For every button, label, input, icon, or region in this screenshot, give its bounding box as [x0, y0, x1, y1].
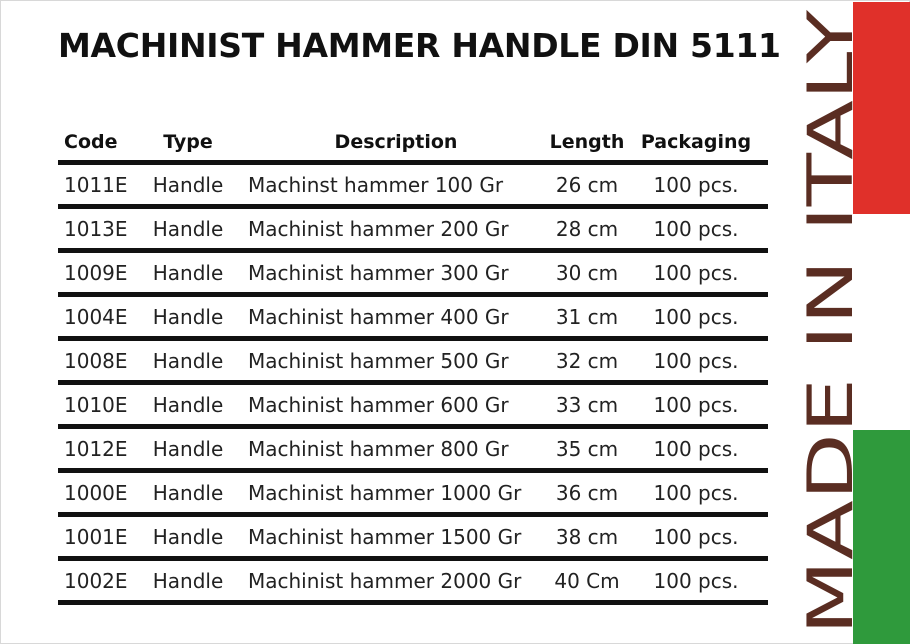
cell-length: 40 Cm [554, 568, 620, 593]
cell-description: Machinist hammer 300 Gr [248, 260, 509, 285]
cell-packaging: 100 pcs. [653, 172, 739, 197]
header-description: Description [334, 131, 458, 153]
cell-description: Machinist hammer 1000 Gr [248, 480, 522, 505]
cell-type: Handle [152, 260, 224, 285]
cell-type: Handle [152, 480, 224, 505]
cell-length: 26 cm [555, 172, 619, 197]
cell-packaging: 100 pcs. [653, 348, 739, 373]
cell-type: Handle [152, 216, 224, 241]
cell-description: Machinist hammer 2000 Gr [248, 568, 522, 593]
cell-description: Machinist hammer 1500 Gr [248, 524, 522, 549]
cell-description: Machinist hammer 500 Gr [248, 348, 509, 373]
cell-description: Machinst hammer 100 Gr [248, 172, 504, 197]
cell-type: Handle [152, 392, 224, 417]
made-in-italy-text: MADE IN ITALY [794, 190, 867, 635]
header-code: Code [64, 131, 118, 153]
header-length: Length [549, 131, 625, 153]
cell-length: 33 cm [555, 392, 619, 417]
cell-length: 28 cm [555, 216, 619, 241]
cell-packaging: 100 pcs. [653, 480, 739, 505]
cell-code: 1004E [64, 304, 128, 329]
header-type: Type [163, 131, 213, 153]
page-title: MACHINIST HAMMER HANDLE DIN 5111 [58, 26, 781, 65]
cell-length: 36 cm [555, 480, 619, 505]
cell-description: Machinist hammer 400 Gr [248, 304, 509, 329]
cell-length: 32 cm [555, 348, 619, 373]
cell-code: 1002E [64, 568, 128, 593]
cell-code: 1008E [64, 348, 128, 373]
cell-type: Handle [152, 304, 224, 329]
cell-packaging: 100 pcs. [653, 436, 739, 461]
cell-packaging: 100 pcs. [653, 392, 739, 417]
cell-length: 30 cm [555, 260, 619, 285]
cell-type: Handle [152, 568, 224, 593]
cell-type: Handle [152, 524, 224, 549]
cell-code: 1009E [64, 260, 128, 285]
cell-packaging: 100 pcs. [653, 568, 739, 593]
cell-type: Handle [152, 348, 224, 373]
cell-code: 1010E [64, 392, 128, 417]
cell-description: Machinist hammer 600 Gr [248, 392, 509, 417]
cell-description: Machinist hammer 200 Gr [248, 216, 509, 241]
cell-code: 1000E [64, 480, 128, 505]
cell-packaging: 100 pcs. [653, 216, 739, 241]
cell-packaging: 100 pcs. [653, 260, 739, 285]
cell-code: 1013E [64, 216, 128, 241]
cell-length: 31 cm [555, 304, 619, 329]
cell-code: 1001E [64, 524, 128, 549]
cell-code: 1011E [64, 172, 128, 197]
cell-packaging: 100 pcs. [653, 524, 739, 549]
cell-description: Machinist hammer 800 Gr [248, 436, 509, 461]
cell-length: 35 cm [555, 436, 619, 461]
cell-length: 38 cm [555, 524, 619, 549]
cell-code: 1012E [64, 436, 128, 461]
cell-type: Handle [152, 172, 224, 197]
header-packaging: Packaging [640, 131, 752, 153]
cell-type: Handle [152, 436, 224, 461]
cell-packaging: 100 pcs. [653, 304, 739, 329]
